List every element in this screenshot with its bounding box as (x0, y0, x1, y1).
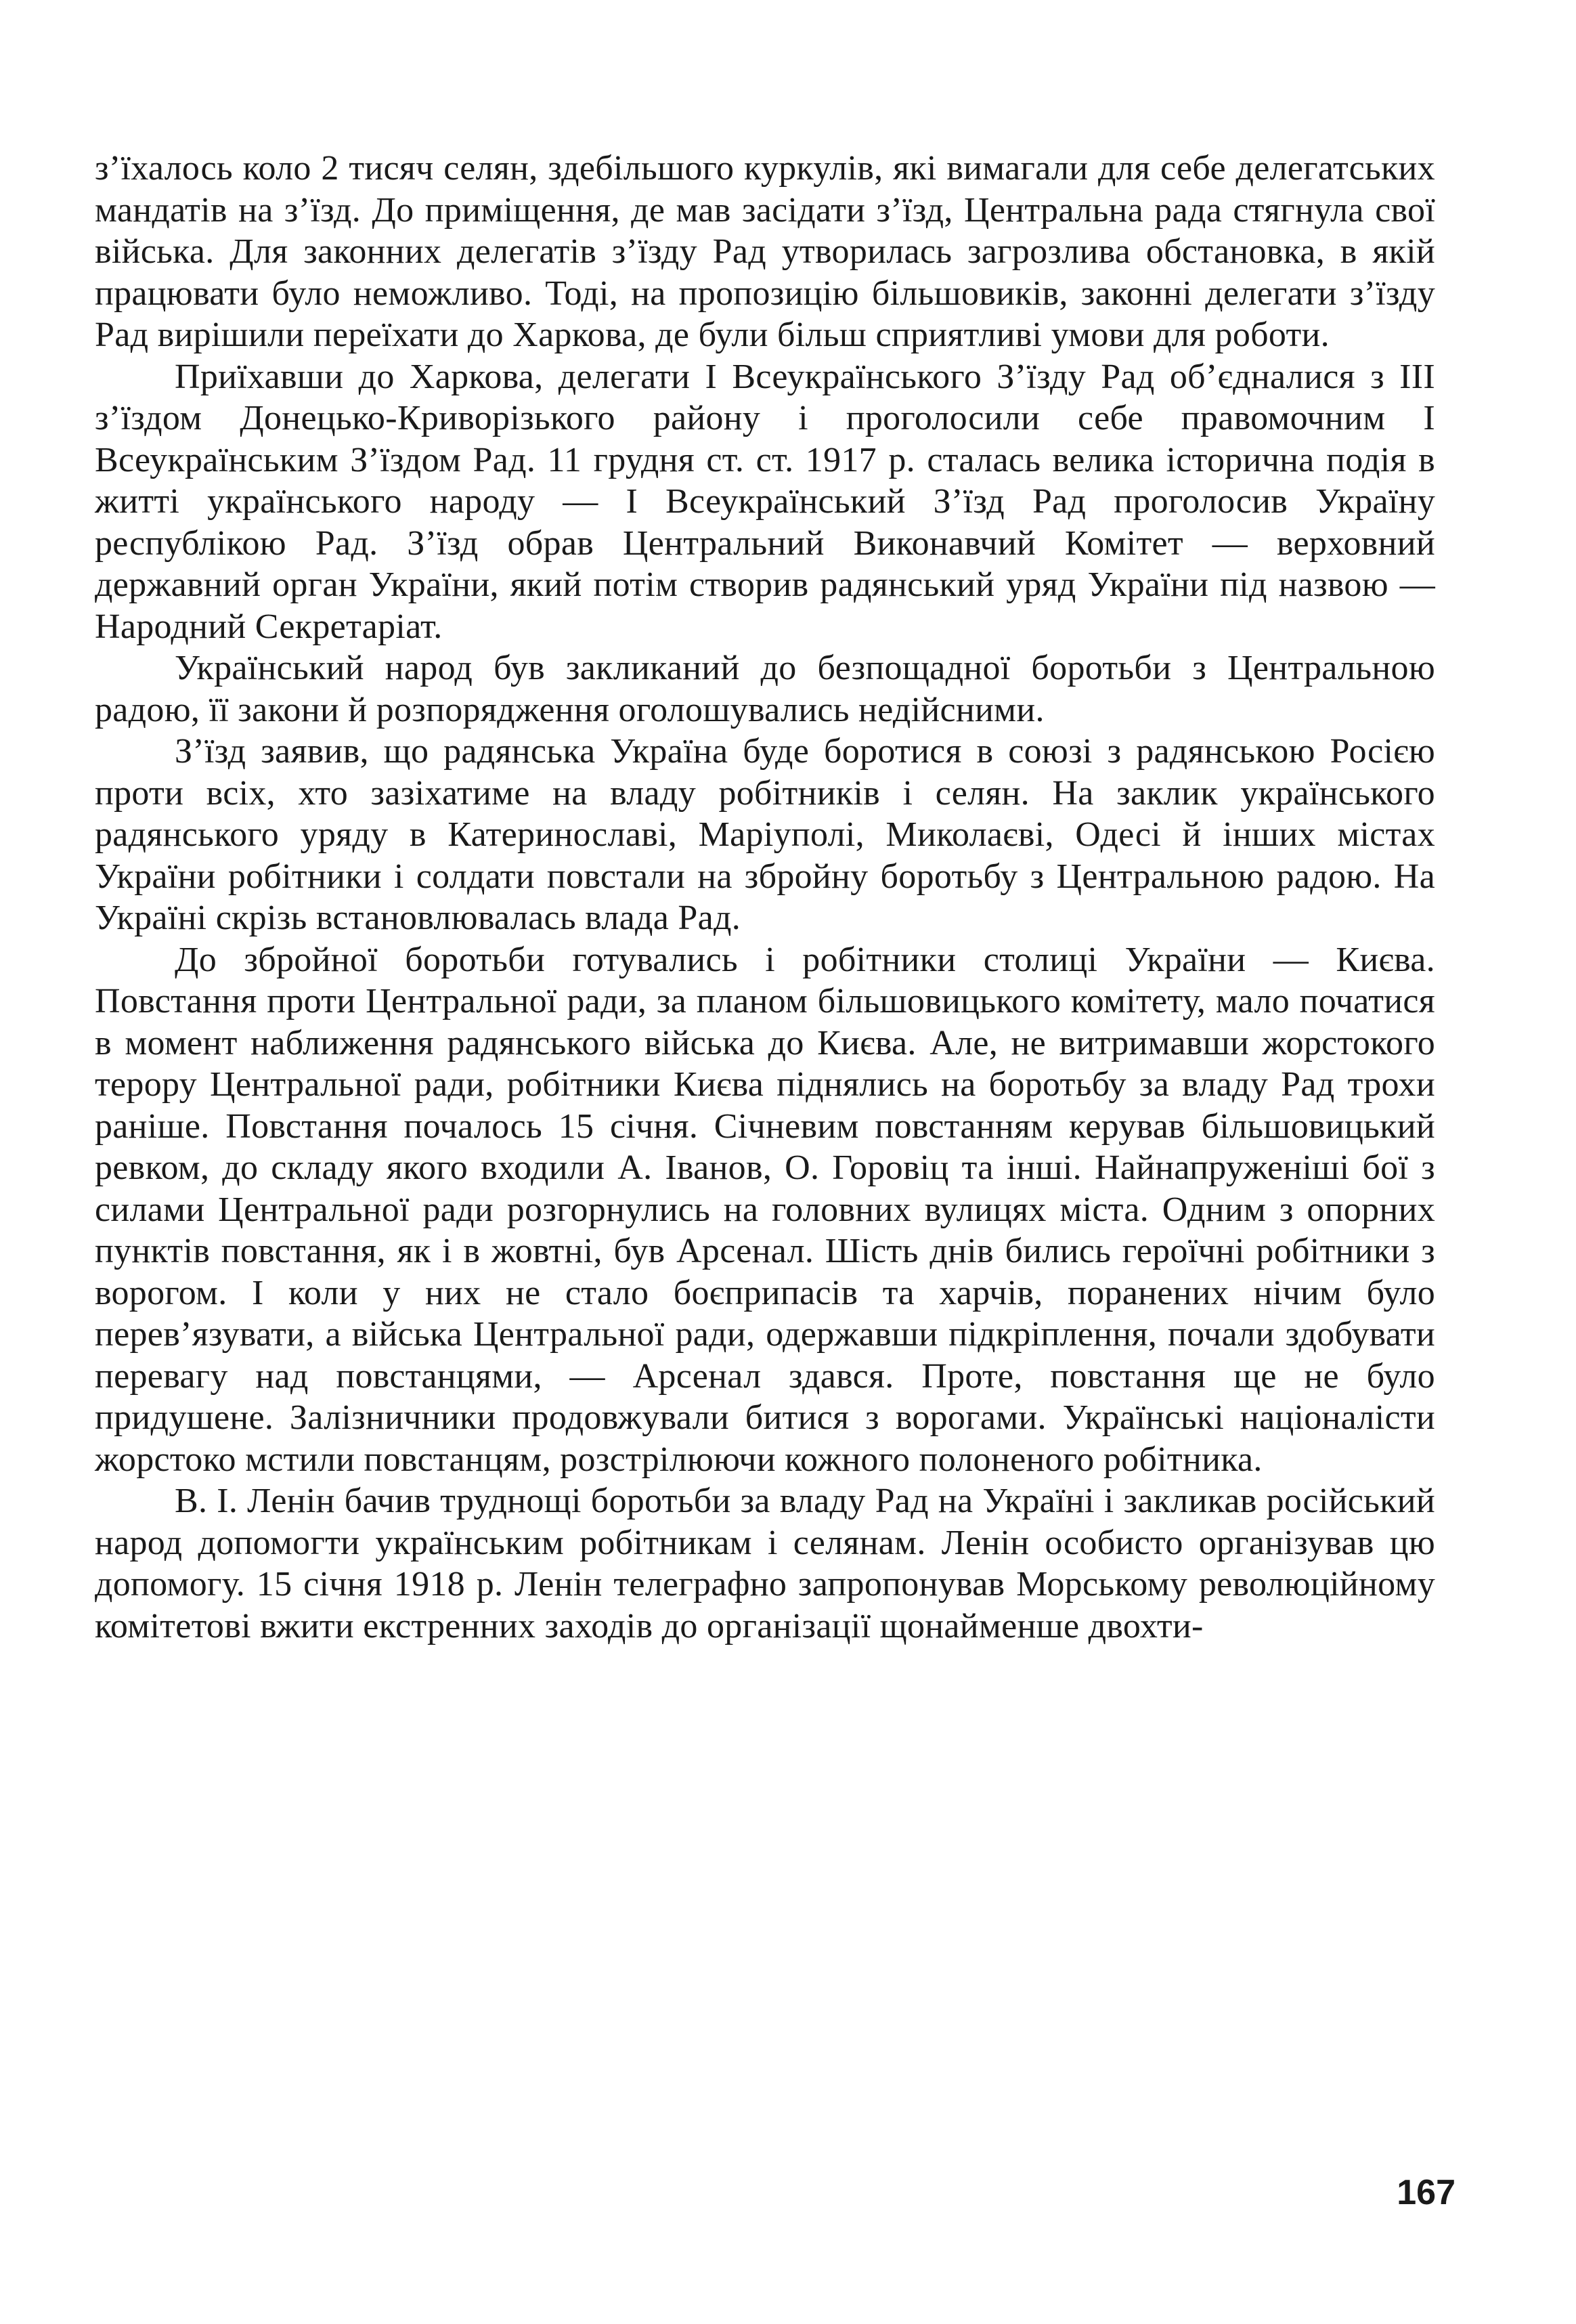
document-page (95, 148, 1455, 2247)
paragraph-4: З’їзд заявив, що радянська Україна буде боротися в союзі з радянською Росією проти всіх, хто зазіхатиме на владу робітників і селян. На заклик українського радянського уряду в Катеринославі, Маріуполі, Миколаєві, Одесі й інших містах України робітники і солдати повстали на збройну боротьбу з Центральною радою. На Україні скрізь встановлювалась влада Рад. (95, 732, 1435, 937)
page-number: 167 (1397, 2173, 1455, 2212)
paragraph-6: В. І. Ленін бачив труднощі боротьби за владу Рад на Україні і закликав російський народ допомогти українським робітникам і селянам. Ленін особисто організував цю допомогу. 15 січня 1918 р. Ленін телеграфно запропонував Морському революційному комітетові вжити екстренних заходів до організації щонайменше двохти- (95, 1482, 1435, 1645)
paragraph-2: Приїхавши до Харкова, делегати І Всеукраїнського З’їзду Рад об’єдналися з III з’їздом Донецько-Криворізького району і проголосили себе правомочним І Всеукраїнським З’їздом Рад. 11 грудня ст. ст. 1917 р. сталась велика історична подія в житті українського народу — І Всеукраїнський З’їзд Рад проголосив Україну республікою Рад. З’їзд обрав Центральний Виконавчий Комітет — верховний державний орган України, який потім створив радянський уряд України під назвою — Народний Секретаріат. (95, 357, 1435, 646)
paragraph-1: з’їхалось коло 2 тисяч селян, здебільшого куркулів, які вимагали для себе делегатських мандатів на з’їзд. До приміщення, де мав засідати з’їзд, Центральна рада стягнула свої війська. Для законних делегатів з’їзду Рад утворилась загрозлива обстановка, в якій працювати було неможливо. Тоді, на пропозицію більшовиків, законні делегати з’їзду Рад вирішили переїхати до Харкова, де були більш сприятливі умови для роботи. (95, 149, 1435, 354)
paragraph-5: До збройної боротьби готувались і робітники столиці України — Києва. Повстання проти Центральної ради, за планом більшовицького комітету, мало початися в момент наближення радянського війська до Києва. Але, не витримавши жорстокого терору Центральної ради, робітники Києва піднялись на боротьбу за владу Рад трохи раніше. Повстання почалось 15 січня. Січневим повстанням керував більшовицький ревком, до складу якого входили А. Іванов, О. Горовіц та інші. Найнапруженіші бої з силами Центральної ради розгорнулись на головних вулицях міста. Одним з опорних пунктів повстання, як і в жовтні, був Арсенал. Шість днів бились героїчні робітники з ворогом. І коли у них не стало боєприпасів та харчів, поранених нічим було перев’язувати, а війська Центральної ради, одержавши підкріплення, почали здобувати перевагу над повстанцями, — Арсенал здався. Проте, повстання ще не було придушене. Залізничники продовжували битися з ворогами. Українські націоналісти жорстоко мстили повстанцям, розстрілюючи кожного полоненого робітника. (95, 940, 1435, 1479)
body-text (95, 148, 1435, 1647)
paragraph-3: Український народ був закликаний до безпощадної боротьби з Центральною радою, її закони й розпорядження оголошувались недійсними. (95, 649, 1435, 729)
